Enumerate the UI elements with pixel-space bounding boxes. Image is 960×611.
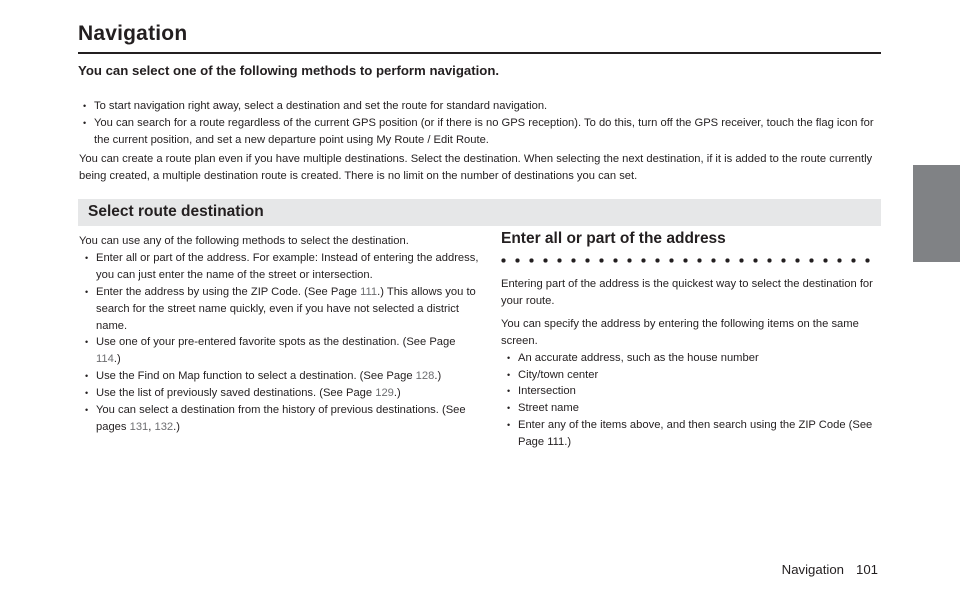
- page-link[interactable]: 132: [154, 420, 174, 433]
- page-link[interactable]: 111: [360, 285, 378, 298]
- subsection-paragraph: Entering part of the address is the quickest way to select the destination for your route.: [501, 278, 873, 307]
- list-item: [81, 402, 479, 436]
- page-number: 101: [855, 562, 878, 577]
- list-item: [503, 417, 886, 451]
- item-text: .): [564, 436, 572, 449]
- item-text: Enter the address by using the ZIP Code. (See Page: [96, 285, 361, 298]
- list-item: [81, 284, 479, 335]
- section-lead: You can use any of the following methods to select the destination.: [79, 235, 409, 247]
- item-text: .): [393, 387, 401, 400]
- chapter-tab: [913, 165, 960, 262]
- page-footer: [782, 562, 878, 577]
- item-text: .) This allows you to search for the street name quickly, even if you have not selected a district name.: [96, 285, 476, 332]
- top-bullet-list: [79, 98, 881, 149]
- list-item: • You can search for a route regardless of the current GPS position (or if there is no GPS reception). To do this, turn off the GPS receiver, touch the flag icon for the current position, and set a new departure point using My Route / Edit Route.: [79, 115, 881, 149]
- list-item: [81, 385, 479, 402]
- page-link[interactable]: 128: [415, 370, 435, 383]
- intro-text: You can select one of the following methods to perform navigation.: [78, 63, 500, 78]
- method-list: [81, 250, 479, 436]
- page-title: Navigation: [78, 22, 188, 45]
- item-text: Use one of your pre-entered favorite spots as the destination. (See Page: [96, 336, 456, 349]
- list-item: • An accurate address, such as the house number: [503, 350, 886, 367]
- item-text: .): [434, 370, 442, 383]
- list-item: • Enter all or part of the address. For example: Instead of entering the address, you can just enter the name of the street or intersection.: [81, 250, 479, 284]
- item-text: .): [173, 420, 180, 433]
- subsection-title: Enter all or part of the address: [501, 230, 726, 247]
- list-item: • Intersection: [503, 383, 886, 400]
- dotted-divider: [501, 258, 875, 264]
- page-link[interactable]: 131: [129, 420, 149, 433]
- list-item: • Street name: [503, 400, 886, 417]
- intro-paragraph: You can create a route plan even if you have multiple destinations. Select the destination. When selecting the next destination, if it is added to the route currently being created, a multiple destination route is created. There is no limit on the number of destinations you can set.: [79, 153, 873, 182]
- list-item: • City/town center: [503, 367, 886, 384]
- left-column: [79, 233, 479, 436]
- right-column: [501, 276, 886, 451]
- section-header-band: [78, 199, 881, 226]
- list-item: • To start navigation right away, select a destination and set the route for standard navigation.: [79, 98, 881, 115]
- footer-section-name: Navigation: [781, 562, 844, 577]
- list-item: [81, 368, 479, 385]
- title-rule: [78, 52, 881, 54]
- item-text: Use the list of previously saved destinations. (See Page: [96, 387, 376, 400]
- item-text: Use the Find on Map function to select a destination. (See Page: [96, 370, 416, 383]
- subsection-paragraph: You can specify the address by entering the following items on the same screen.: [501, 317, 859, 347]
- section-title: Select route destination: [88, 203, 264, 220]
- item-text: .): [113, 353, 121, 366]
- item-text: You can select a destination from the history of previous destinations. (See pages: [96, 404, 466, 433]
- page-link[interactable]: 114: [96, 353, 114, 366]
- address-item-list: [503, 350, 886, 451]
- list-item: [81, 334, 479, 368]
- item-text: ,: [148, 420, 155, 433]
- page-link[interactable]: 129: [375, 387, 394, 400]
- item-text: Enter any of the items above, and then search using the ZIP Code (See Page: [518, 419, 873, 449]
- page-link[interactable]: 111: [547, 436, 565, 449]
